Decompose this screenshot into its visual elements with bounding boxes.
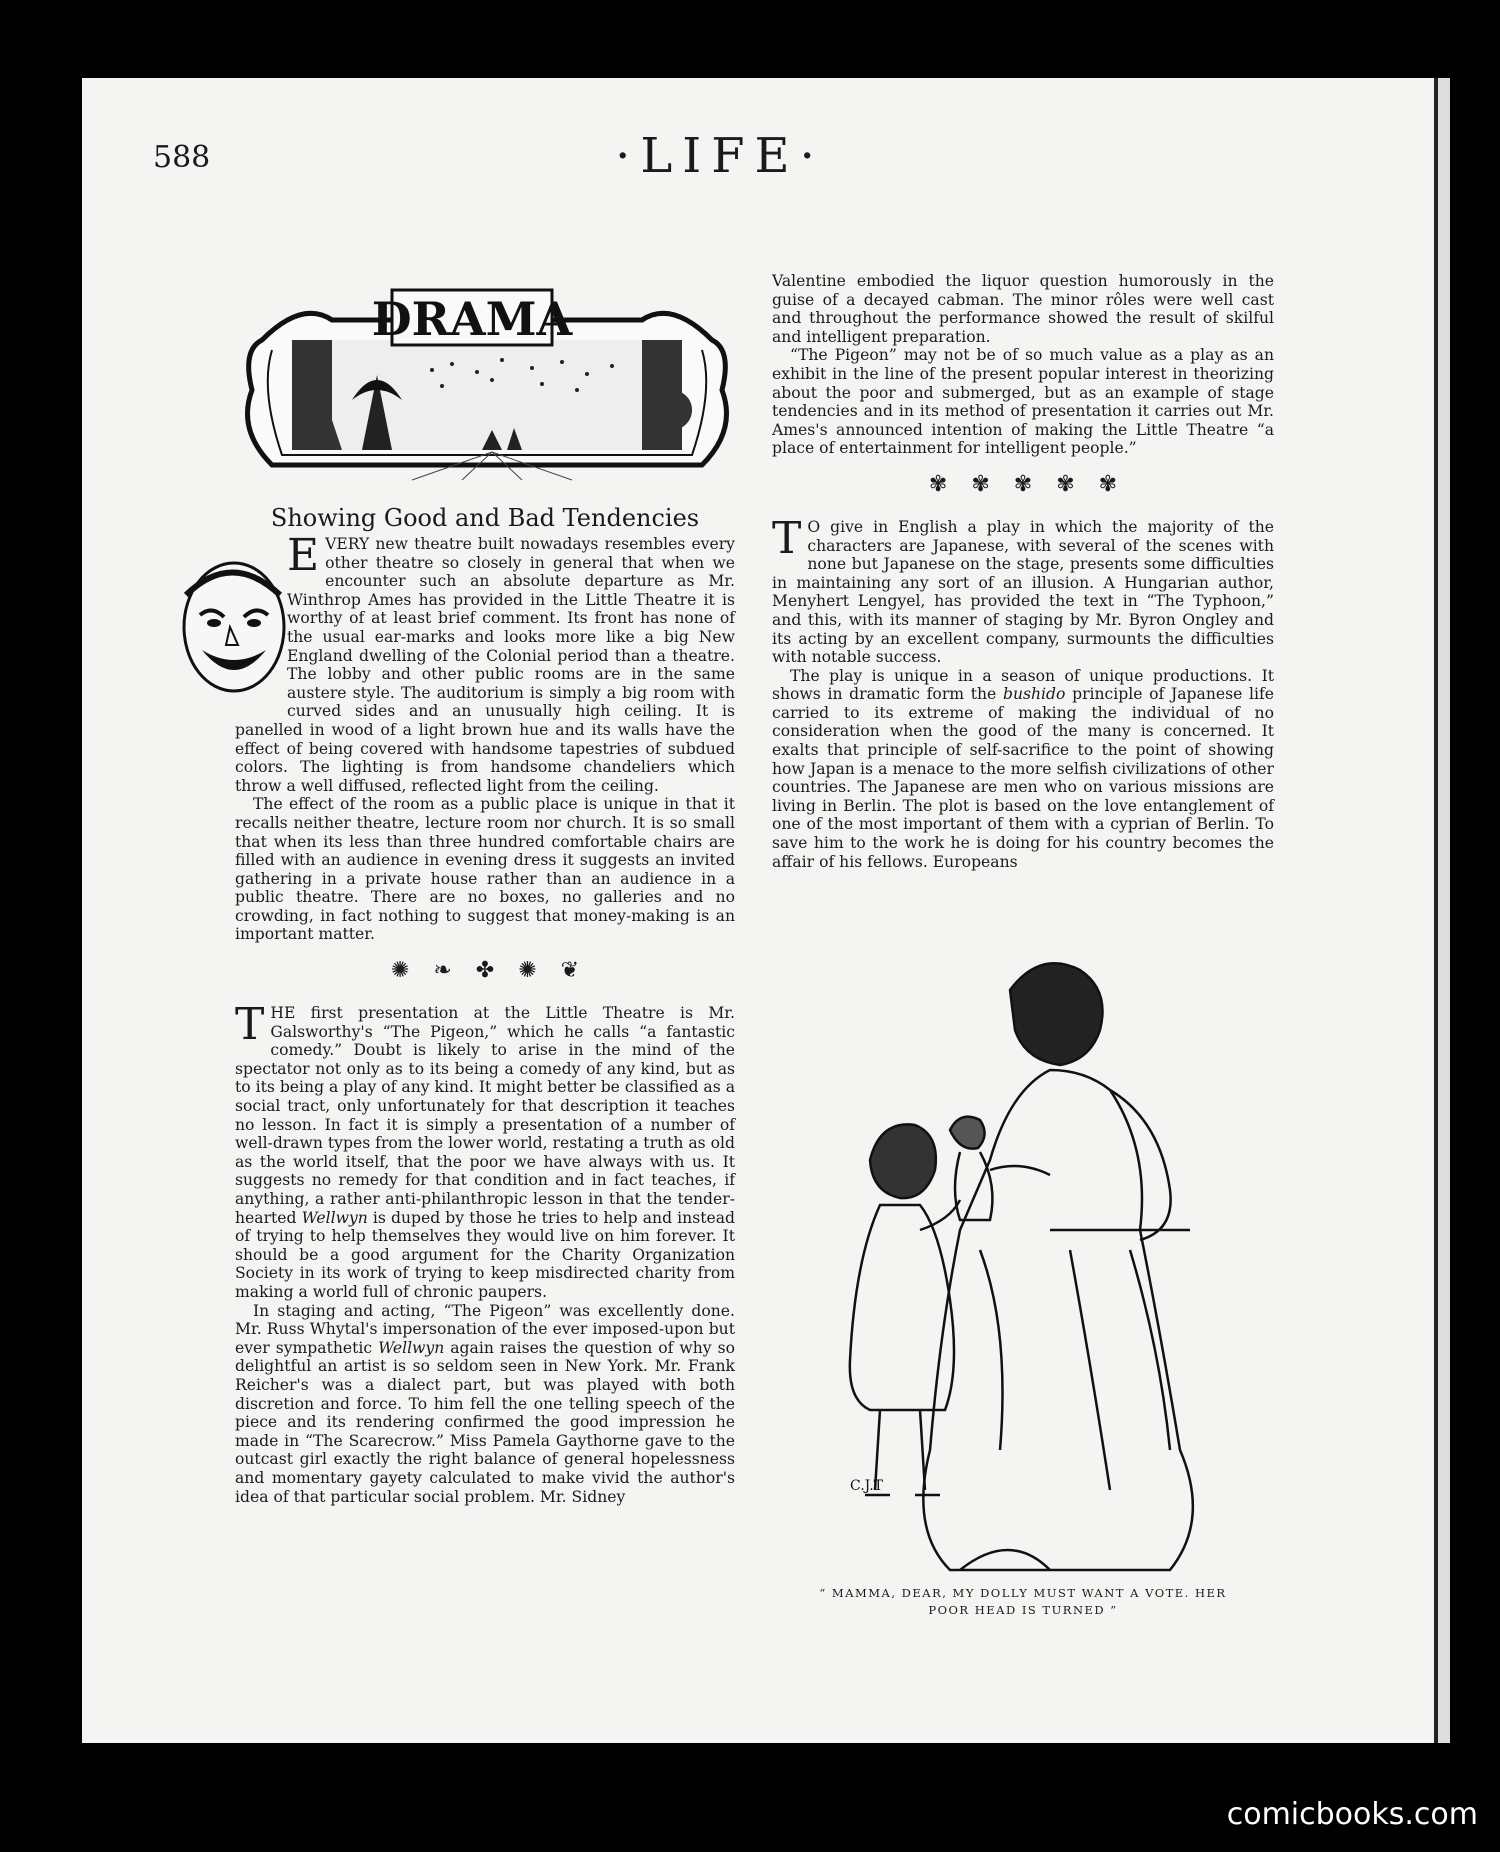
- ornament-icon: ✤: [475, 958, 495, 984]
- article-column-left: [235, 530, 735, 1506]
- paragraph: The effect of the room as a public place is unique in that it recalls neither theatre, lecture room nor church. It is so small that when its less than three hundred comfortable chairs are filled with an audience in evening dress it suggests an invited gathering in a private house rather than an audience in a public theatre. There are no boxes, no galleries and no crowding, in fact nothing to suggest that money-making is an important matter.: [235, 795, 735, 944]
- ornament-icon: ✾: [1098, 471, 1118, 497]
- section-ornament-divider: [235, 958, 735, 988]
- paragraph: The play is unique in a season of unique productions. It shows in dramatic form the bushido principle of Japanese life carried to its extreme of making the individual of no consideration when the good of the many is concerned. It exalts that principle of self-sacrifice to the point of showing how Japan is a menace to the more selfish civilizations of other countries. The Japanese are men who on various missions are living in Berlin. The plot is based on the love entanglement of one of the most important of them with a cyprian of Berlin. To save him to the work he is doing for his country becomes the affair of his fellows. Europeans: [772, 666, 1274, 871]
- masthead-title: ·LIFE·: [615, 128, 825, 184]
- paragraph: In staging and acting, “The Pigeon” was excellently done. Mr. Russ Whytal's impersonation of the ever imposed-upon but ever sympathetic Wellwyn again raises the question of why so delightful an artist is so seldom seen in New York. Mr. Frank Reicher's was a dialect part, but was played with both discretion and force. To him fell the one telling speech of the piece and its rendering confirmed the good impression he made in “The Scarecrow.” Miss Pamela Gaythorne gave to the outcast girl exactly the right balance of general hopelessness and momentary gayety calculated to make vivid the author's idea of that particular social problem. Mr. Sidney: [235, 1301, 735, 1506]
- drop-cap: T: [772, 512, 802, 564]
- caption-line: “ MAMMA, DEAR, MY DOLLY MUST WANT A VOTE. HER: [819, 1586, 1227, 1600]
- section-ornament-divider: [772, 471, 1274, 502]
- paragraph: “The Pigeon” may not be of so much value as a play as an exhibit in the line of the present popular interest in theorizing about the poor and submerged, but as an example of stage tendencies and in its method of presentation it carries out Mr. Ames's announced intention of making the Little Theatre “a place of entertainment for intelligent people.”: [772, 346, 1274, 458]
- ornament-icon: ✾: [928, 471, 948, 497]
- ornament-icon: ✾: [971, 471, 990, 497]
- ornament-icon: ✺: [518, 958, 537, 984]
- caption-line: POOR HEAD IS TURNED ”: [928, 1603, 1118, 1617]
- ornament-icon: ✺: [390, 958, 410, 984]
- drama-title: DRAMA: [371, 292, 573, 346]
- mother-child-doll-cartoon: [810, 930, 1250, 1600]
- paragraph: E VERY new theatre built nowadays resembles every other theatre so closely in general that when we encounter such an absolute departure as Mr. Winthrop Ames has provided in the Little Theatre it is worthy of at least brief comment. Its front has none of the usual ear-marks and looks more like a big New England dwelling of the Colonial period than a theatre. The lobby and other public rooms are in the same austere style. The auditorium is simply a big room with curved sides and an unusually high ceiling. It is panelled in wood of a light brown hue and its walls have the effect of being covered with handsome tapestries of subdued colors. The lighting is from handsome chandeliers which throw a well diffused, reflected light from the ceiling.: [235, 530, 735, 795]
- ornament-icon: ❧: [433, 958, 452, 984]
- ornament-icon: ✾: [1013, 471, 1033, 497]
- ornament-icon: ✾: [1056, 471, 1075, 497]
- drama-banner-illustration: [232, 280, 740, 485]
- article-subtitle: Showing Good and Bad Tendencies: [270, 504, 700, 532]
- page-binding-edge: [1438, 78, 1450, 1743]
- page-number: 588: [153, 140, 211, 175]
- cartoon-caption: [772, 1585, 1274, 1619]
- watermark-text: comicbooks.com: [1226, 1797, 1478, 1832]
- article-column-right: [772, 272, 1274, 871]
- drop-cap: T: [235, 999, 265, 1051]
- artist-signature: C.J.T: [850, 1478, 883, 1494]
- paragraph: T O give in English a play in which the majority of the characters are Japanese, with several of the scenes with none but Japanese on the stage, presents some difficulties in maintaining any sort of an illusion. A Hungarian author, Menyhert Lengyel, has provided the text in “The Typhoon,” and this, with its manner of staging by Mr. Byron Ongley and its acting by an excellent company, surmounts the difficulties with notable success.: [772, 512, 1274, 667]
- ornament-icon: ❦: [560, 958, 580, 984]
- paragraph: T HE first presentation at the Little Theatre is Mr. Galsworthy's “The Pigeon,” which he calls “a fantastic comedy.” Doubt is likely to arise in the mind of the spectator not only as to its being a comedy of any kind, but as to its being a play of any kind. It might better be classified as a social tract, only unfortunately for that description it teaches no lesson. In fact it is simply a presentation of a number of well-drawn types from the lower world, restating a truth as old as the world itself, that the poor we have always with us. It suggests no remedy for that condition and in fact teaches, if anything, a rather anti-philanthropic lesson in that the tender-hearted Wellwyn is duped by those he tries to help and instead of trying to help themselves they would live on him forever. It should be a good argument for the Charity Organization Society in its work of trying to keep misdirected charity from making a world full of chronic paupers.: [235, 999, 735, 1301]
- drop-cap: E: [287, 530, 320, 581]
- paragraph: Valentine embodied the liquor question humorously in the guise of a decayed cabman. The minor rôles were well cast and throughout the performance showed the result of skilful and intelligent preparation.: [772, 272, 1274, 346]
